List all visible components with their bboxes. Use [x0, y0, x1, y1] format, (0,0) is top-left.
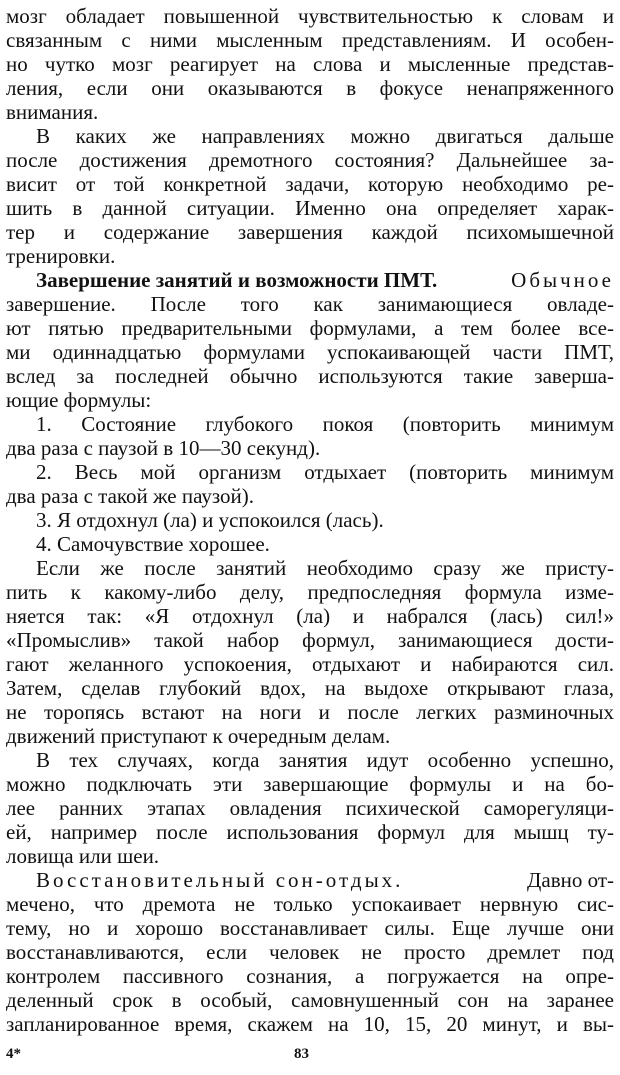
section-heading: Завершение занятий и возможности ПМТ.	[36, 268, 438, 292]
text-line: тему, но и хорошо восстанавливает силы. Еще лучше они	[6, 916, 614, 940]
text-line: тренировки.	[6, 244, 116, 268]
text-line: шить в данной ситуации. Именно она определяет харак-	[6, 196, 614, 220]
text-line: ления, если они оказываются в фокусе ненапряженного	[6, 76, 614, 100]
formula-line: два раза с паузой в 10—30 секунд).	[6, 436, 321, 460]
text-line: мечено, что дремота не только успокаивает нервную сис-	[6, 892, 614, 916]
text-line: завершение. После того как занимающиеся овладе-	[6, 292, 614, 316]
text-line: В тех случаях, когда занятия идут особенно успешно,	[36, 748, 614, 772]
text-line: «Промыслив» такой набор формул, занимающиеся дости-	[6, 628, 614, 652]
text-line: ют пятью предварительными формулами, а тем более все-	[6, 316, 614, 340]
text-line: лее ранних этапах овладения психической саморегуляци-	[6, 796, 614, 820]
text-line: ловища или шеи.	[6, 844, 160, 868]
text-line: ющие формулы:	[6, 388, 152, 412]
formula-line: 4. Самочувствие хорошее.	[36, 532, 270, 556]
formula-line: 3. Я отдохнул (ла) и успокоился (лась).	[36, 508, 384, 532]
text-line: после достижения дремотного состояния? Дальнейшее за-	[6, 148, 614, 172]
text-line: не торопясь встают на ноги и после легких разминочных	[6, 700, 614, 724]
text-line: запланированное время, скажем на 10, 15, 20 минут, и вы-	[6, 1012, 614, 1036]
text-line: внимания.	[6, 100, 99, 124]
text-line: гают желанного успокоения, отдыхают и набираются сил.	[6, 652, 614, 676]
section-heading-line	[36, 268, 614, 292]
page-number: 83	[294, 1046, 309, 1062]
formula-line: два раза с такой же паузой).	[6, 484, 254, 508]
subsection-heading: Обычное	[511, 268, 614, 292]
text-line: ей, например после использования формул для мышц ту-	[6, 820, 614, 844]
text-line: Затем, сделав глубокий вдох, на выдохе открывают глаза,	[6, 676, 614, 700]
text-line: контролем пассивного сознания, а погружается на опре-	[6, 964, 614, 988]
text-line: вслед за последней обычно используются такие заверша-	[6, 364, 614, 388]
text-line: няется так: «Я отдохнул (ла) и набрался (лась) сил!»	[6, 604, 614, 628]
text-line: можно подключать эти завершающие формулы и на бо-	[6, 772, 614, 796]
text-line: восстанавливаются, если человек не просто дремлет под	[6, 940, 614, 964]
text-line: движений приступают к очередным делам.	[6, 724, 391, 748]
text-line: висит от той конкретной задачи, которую необходимо ре-	[6, 172, 614, 196]
text-line: связанным с ними мысленным представлениям. И особен-	[6, 28, 614, 52]
text-line: пить к какому-либо делу, предпоследняя формула изме-	[6, 580, 614, 604]
text-fragment: Давно от-	[527, 868, 614, 892]
formula-line: 2. Весь мой организм отдыхает (повторить минимум	[36, 460, 614, 484]
text-line: мозг обладает повышенной чувствительностью к словам и	[6, 4, 614, 28]
subsection-heading-line	[36, 868, 614, 892]
formula-line: 1. Состояние глубокого покоя (повторить минимум	[36, 412, 614, 436]
printer-signature: 4*	[6, 1046, 21, 1062]
text-line: но чутко мозг реагирует на слова и мысленные представ-	[6, 52, 614, 76]
text-line: тер и содержание завершения каждой психомышечной	[6, 220, 614, 244]
subsection-heading: Восстановительный сон-отдых.	[36, 868, 404, 892]
text-line: ми одиннадцатью формулами успокаивающей части ПМТ,	[6, 340, 614, 364]
text-line: деленный срок в особый, самовнушенный сон на заранее	[6, 988, 614, 1012]
text-line: В каких же направлениях можно двигаться дальше	[36, 124, 614, 148]
text-line: Если же после занятий необходимо сразу же присту-	[36, 556, 614, 580]
